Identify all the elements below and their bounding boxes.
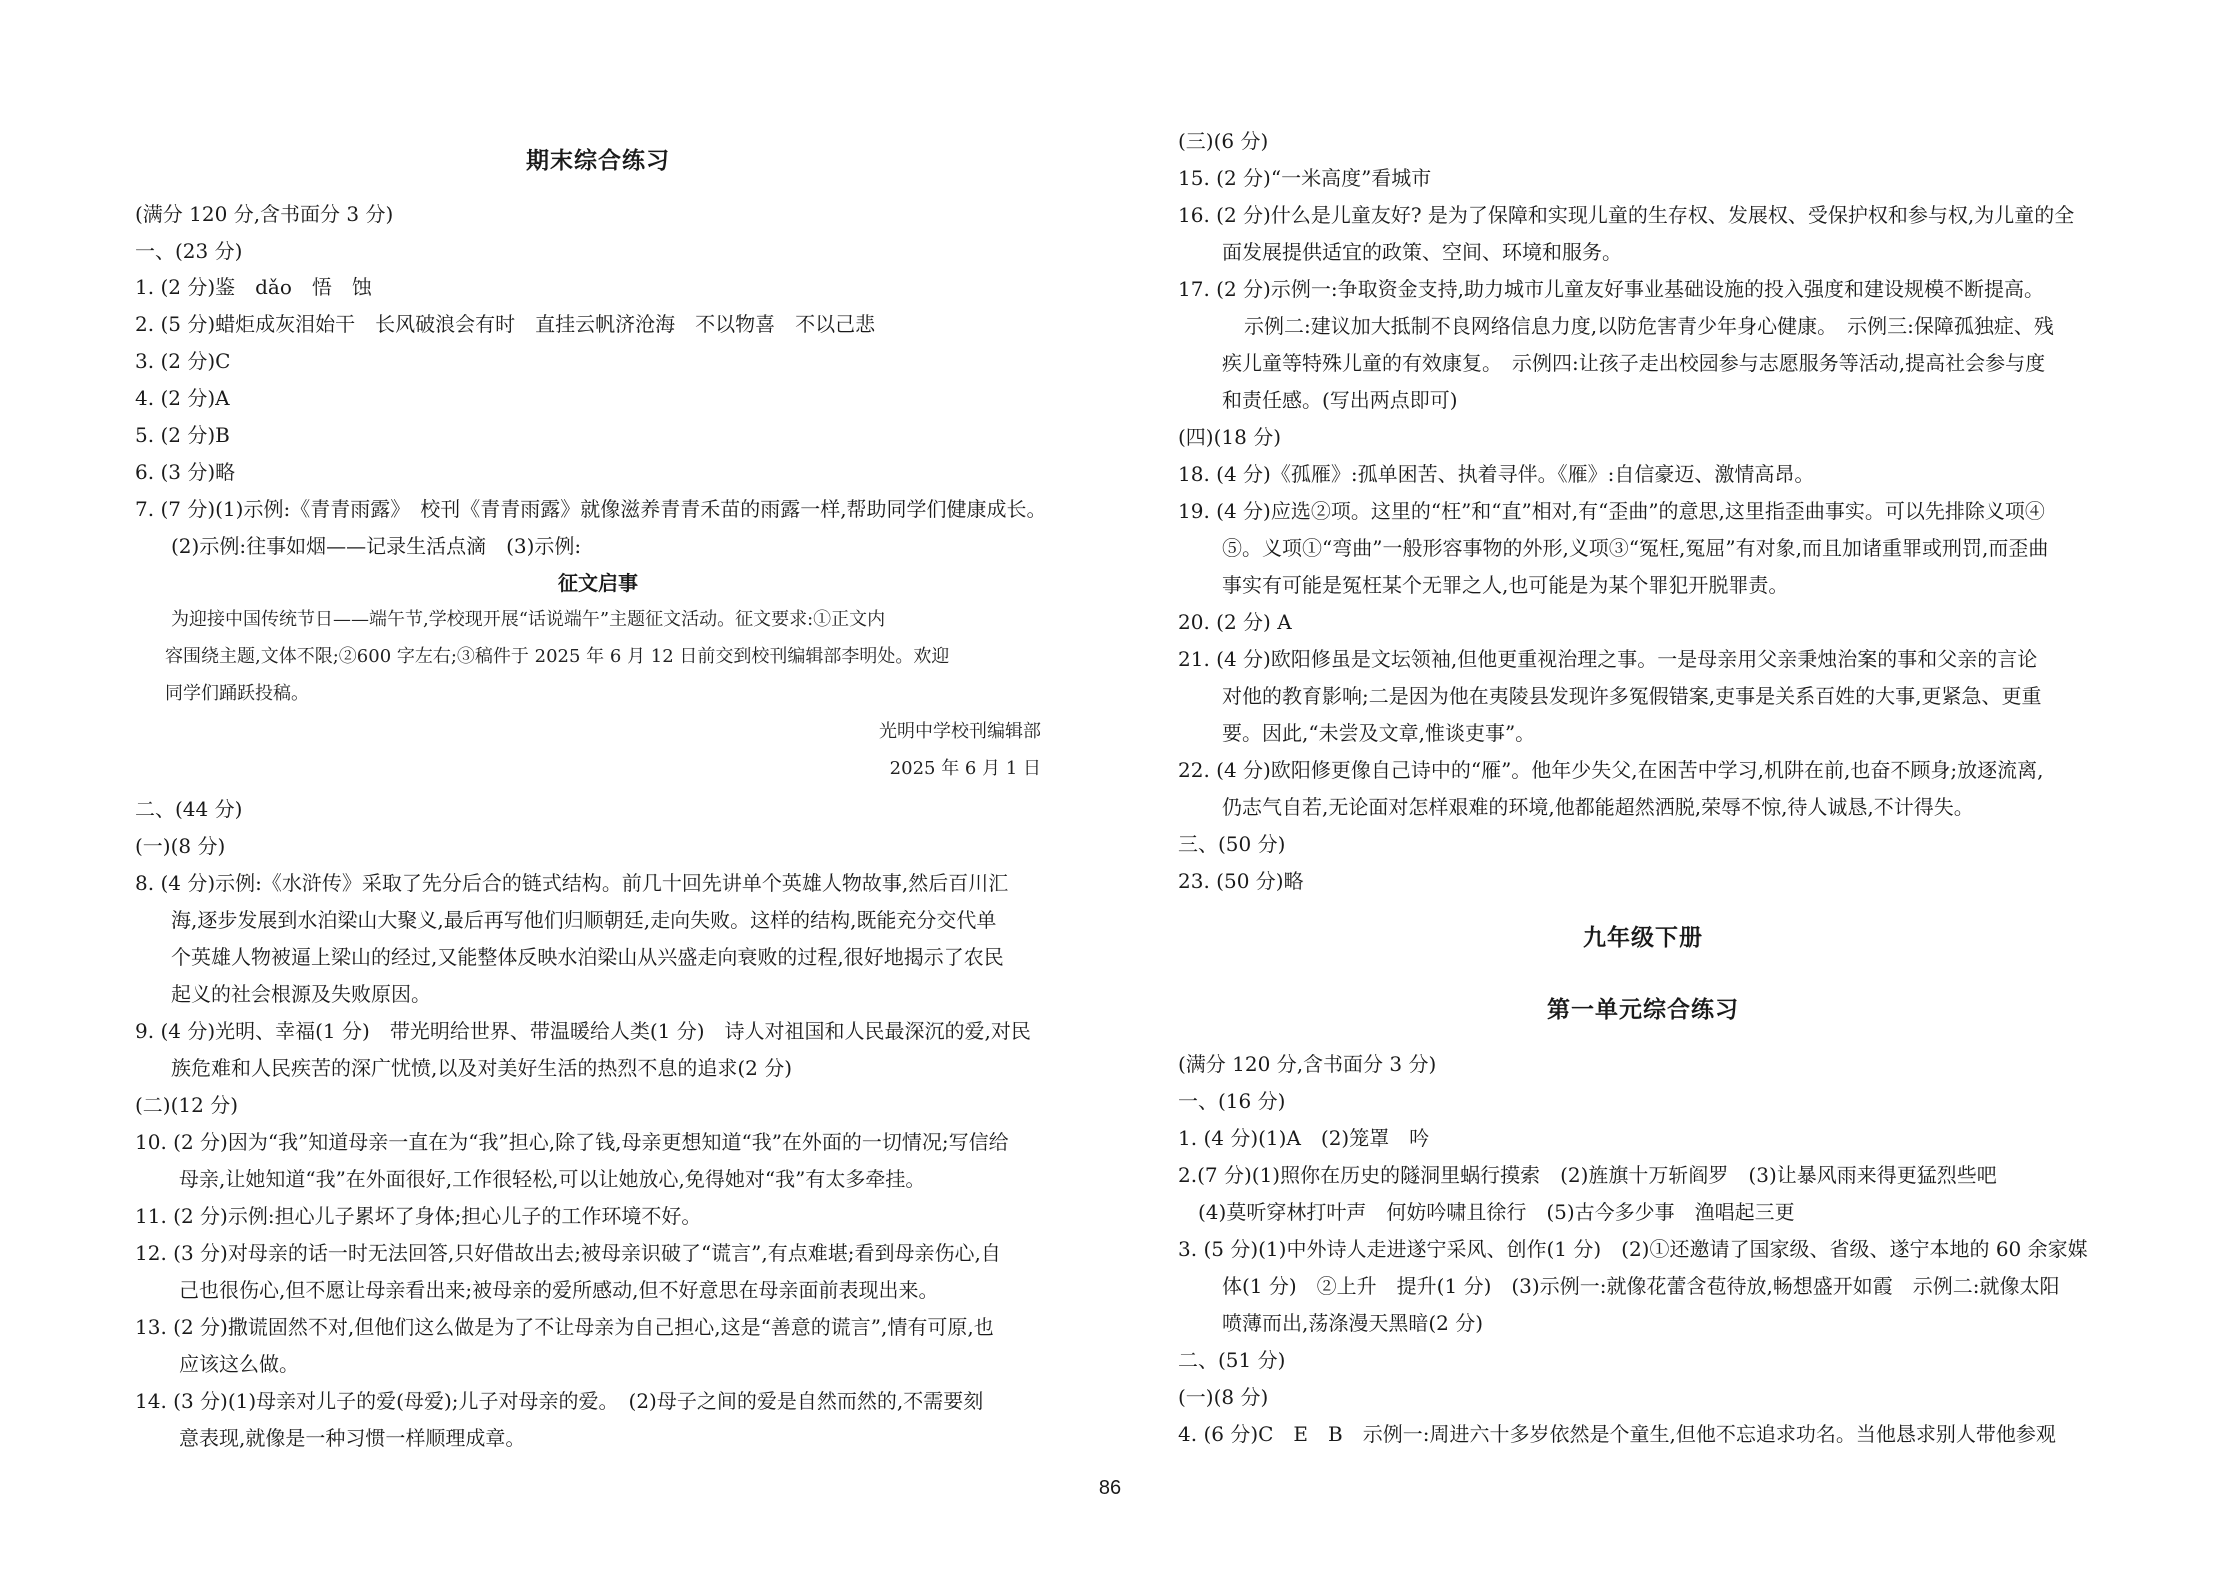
sub-heading: (三)(6 分) (1178, 129, 1269, 153)
section-title: 期末综合练习 (526, 148, 670, 174)
answer-line: 4. (2 分)A (135, 386, 230, 410)
part-heading: 一、(16 分) (1178, 1089, 1286, 1113)
answer-line: 19. (4 分)应选②项。这里的“枉”和“直”相对,有“歪曲”的意思,这里指歪曲事实。可以先排除义项④ (1178, 499, 2045, 523)
answer-line: 22. (4 分)欧阳修更像自己诗中的“雁”。他年少失父,在困苦中学习,机阱在前,也奋不顾身;放逐流离, (1178, 758, 2044, 782)
answer-line: 5. (2 分)B (135, 423, 230, 447)
answer-line: 意表现,就像是一种习惯一样顺理成章。 (179, 1426, 526, 1450)
grade-title: 九年级下册 (1583, 925, 1703, 951)
answer-line: 21. (4 分)欧阳修虽是文坛领袖,但他更重视治理之事。一是母亲用父亲秉烛治案的事和父亲的言论 (1178, 647, 2038, 671)
notice-line: 为迎接中国传统节日——端午节,学校现开展“话说端午”主题征文活动。征文要求:①正文内 (171, 609, 886, 630)
answer-line: 对他的教育影响;二是因为他在夷陵县发现许多冤假错案,吏事是关系百姓的大事,更紧急、更重 (1222, 684, 2042, 708)
answer-line: 1. (4 分)(1)A (2)笼罩 吟 (1178, 1126, 1430, 1150)
notice-line: 同学们踊跃投稿。 (165, 683, 309, 704)
answer-line: 9. (4 分)光明、幸福(1 分) 带光明给世界、带温暖给人类(1 分) 诗人对祖国和人民最深沉的爱,对民 (135, 1019, 1031, 1043)
notice-signature: 光明中学校刊编辑部 (879, 721, 1041, 742)
part-heading: 二、(51 分) (1178, 1348, 1286, 1372)
answer-line: 海,逐步发展到水泊梁山大聚义,最后再写他们归顺朝廷,走向失败。这样的结构,既能充分交代单 (171, 908, 997, 932)
answer-line: 疾儿童等特殊儿童的有效康复。 示例四:让孩子走出校园参与志愿服务等活动,提高社会参与度 (1222, 351, 2046, 375)
answer-line: 18. (4 分)《孤雁》:孤单困苦、执着寻伴。《雁》:自信豪迈、激情高昂。 (1178, 462, 1815, 486)
answer-line: 16. (2 分)什么是儿童友好? 是为了保障和实现儿童的生存权、发展权、受保护权和参与权,为儿童的全 (1178, 203, 2075, 227)
answer-line: 17. (2 分)示例一:争取资金支持,助力城市儿童友好事业基础设施的投入强度和建设规模不断提高。 (1178, 277, 2044, 301)
answer-line: 23. (50 分)略 (1178, 869, 1304, 893)
answer-line: 事实有可能是冤枉某个无罪之人,也可能是为某个罪犯开脱罪责。 (1222, 573, 1789, 597)
notice-line: 容围绕主题,文体不限;②600 字左右;③稿件于 2025 年 6 月 12 日前交到校刊编辑部李明处。欢迎 (165, 646, 950, 667)
answer-line: 应该这么做。 (179, 1352, 299, 1376)
answer-line: (4)莫听穿林打叶声 何妨吟啸且徐行 (5)古今多少事 渔唱起三更 (1198, 1200, 1795, 1224)
part-heading: 一、(23 分) (135, 239, 243, 263)
unit-title: 第一单元综合练习 (1547, 997, 1739, 1023)
answer-line: 要。因此,“未尝及文章,惟谈吏事”。 (1222, 721, 1536, 745)
answer-line: 8. (4 分)示例:《水浒传》采取了先分后合的链式结构。前几十回先讲单个英雄人物故事,然后百川汇 (135, 871, 1009, 895)
answer-line: 2.(7 分)(1)照你在历史的隧洞里蜗行摸索 (2)旌旗十万斩阎罗 (3)让暴风雨来得更猛烈些吧 (1178, 1163, 1997, 1187)
score-note: (满分 120 分,含书面分 3 分) (135, 202, 394, 226)
score-note: (满分 120 分,含书面分 3 分) (1178, 1052, 1437, 1076)
answer-line: 7. (7 分)(1)示例:《青青雨露》 校刊《青青雨露》就像滋养青青禾苗的雨露一样,帮助同学们健康成长。 (135, 497, 1047, 521)
part-heading: 二、(44 分) (135, 797, 243, 821)
sub-heading: (一)(8 分) (1178, 1385, 1269, 1409)
sub-heading: (二)(12 分) (135, 1093, 239, 1117)
answer-line: ⑤。义项①“弯曲”一般形容事物的外形,义项③“冤枉,冤屈”有对象,而且加诸重罪或刑罚,而歪曲 (1222, 536, 2049, 560)
answer-line: 12. (3 分)对母亲的话一时无法回答,只好借故出去;被母亲识破了“谎言”,有点难堪;看到母亲伤心,自 (135, 1241, 1001, 1265)
notice-date: 2025 年 6 月 1 日 (889, 758, 1041, 779)
sub-heading: (四)(18 分) (1178, 425, 1282, 449)
answer-line: 3. (2 分)C (135, 349, 231, 373)
answer-line: 13. (2 分)撒谎固然不对,但他们这么做是为了不让母亲为自己担心,这是“善意的谎言”,情有可原,也 (135, 1315, 994, 1339)
answer-line: 族危难和人民疾苦的深广忧愤,以及对美好生活的热烈不息的追求(2 分) (171, 1056, 793, 1080)
answer-line: 己也很伤心,但不愿让母亲看出来;被母亲的爱所感动,但不好意思在母亲面前表现出来。 (179, 1278, 939, 1302)
answer-line: 6. (3 分)略 (135, 460, 236, 484)
answer-line: 2. (5 分)蜡炬成灰泪始干 长风破浪会有时 直挂云帆济沧海 不以物喜 不以己悲 (135, 312, 876, 336)
page-number: 86 (1098, 1477, 1122, 1499)
answer-line: 示例二:建议加大抵制不良网络信息力度,以防危害青少年身心健康。 示例三:保障孤独症、残 (1244, 314, 2054, 338)
answer-line: 仍志气自若,无论面对怎样艰难的环境,他都能超然洒脱,荣辱不惊,待人诚恳,不计得失。 (1222, 795, 1974, 819)
answer-line: 11. (2 分)示例:担心儿子累坏了身体;担心儿子的工作环境不好。 (135, 1204, 702, 1228)
answer-line: 母亲,让她知道“我”在外面很好,工作很轻松,可以让她放心,免得她对“我”有太多牵挂。 (179, 1167, 926, 1191)
part-heading: 三、(50 分) (1178, 832, 1286, 856)
answer-line: 喷薄而出,荡涤漫天黑暗(2 分) (1222, 1311, 1484, 1335)
notice-title: 征文启事 (558, 571, 638, 595)
answer-line: 10. (2 分)因为“我”知道母亲一直在为“我”担心,除了钱,母亲更想知道“我”在外面的一切情况;写信给 (135, 1130, 1009, 1154)
answer-line: 面发展提供适宜的政策、空间、环境和服务。 (1222, 240, 1622, 264)
answer-line: (2)示例:往事如烟——记录生活点滴 (3)示例: (171, 534, 582, 558)
answer-line: 个英雄人物被逼上梁山的经过,又能整体反映水泊梁山从兴盛走向衰败的过程,很好地揭示了农民 (171, 945, 1004, 969)
answer-line: 3. (5 分)(1)中外诗人走进遂宁采风、创作(1 分) (2)①还邀请了国家级、省级、遂宁本地的 60 余家媒 (1178, 1237, 2088, 1261)
answer-line: 和责任感。(写出两点即可) (1222, 388, 1458, 412)
answer-line: 20. (2 分) A (1178, 610, 1292, 634)
answer-line: 1. (2 分)鉴 dǎo 悟 蚀 (135, 275, 372, 299)
answer-line: 14. (3 分)(1)母亲对儿子的爱(母爱);儿子对母亲的爱。 (2)母子之间的爱是自然而然的,不需要刻 (135, 1389, 984, 1413)
sub-heading: (一)(8 分) (135, 834, 226, 858)
answer-line: 15. (2 分)“一米高度”看城市 (1178, 166, 1432, 190)
answer-line: 起义的社会根源及失败原因。 (171, 982, 431, 1006)
answer-line: 体(1 分) ②上升 提升(1 分) (3)示例一:就像花蕾含苞待放,畅想盛开如霞 示例二:就像太阳 (1222, 1274, 2060, 1298)
answer-line: 4. (6 分)C E B 示例一:周进六十多岁依然是个童生,但他不忘追求功名。当他恳求别人带他参观 (1178, 1422, 2056, 1446)
